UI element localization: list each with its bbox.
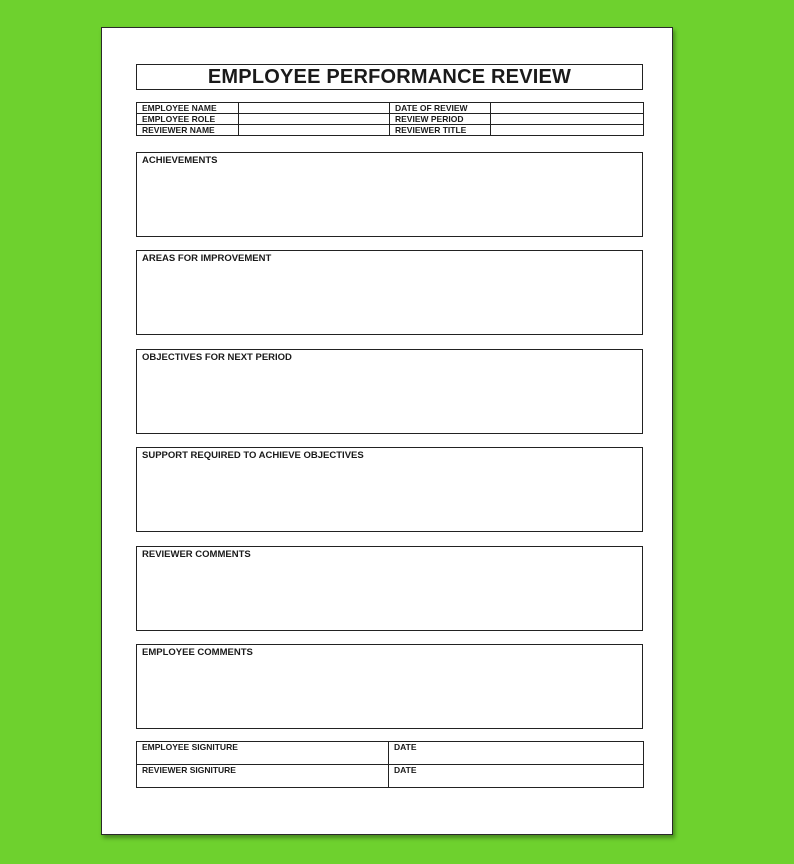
employee-signature-date-field[interactable] — [389, 742, 644, 765]
objectives-box[interactable] — [136, 349, 643, 434]
reviewer-title-label: REVIEWER TITLE — [390, 125, 491, 136]
reviewer-signature-field[interactable] — [137, 765, 389, 788]
table-row — [137, 765, 644, 788]
achievements-box[interactable] — [136, 152, 643, 237]
employee-comments-label: EMPLOYEE COMMENTS — [142, 647, 253, 658]
form-page — [101, 27, 673, 835]
support-required-box[interactable] — [136, 447, 643, 532]
employee-name-field[interactable] — [239, 103, 390, 114]
employee-role-field[interactable] — [239, 114, 390, 125]
employee-signature-label: EMPLOYEE SIGNITURE — [142, 742, 238, 752]
date-label: DATE — [394, 742, 417, 752]
areas-for-improvement-label: AREAS FOR IMPROVEMENT — [142, 253, 272, 264]
employee-name-label: EMPLOYEE NAME — [137, 103, 239, 114]
reviewer-name-field[interactable] — [239, 125, 390, 136]
reviewer-comments-label: REVIEWER COMMENTS — [142, 549, 251, 560]
reviewer-signature-label: REVIEWER SIGNITURE — [142, 765, 236, 775]
review-period-field[interactable] — [491, 114, 644, 125]
date-of-review-label: DATE OF REVIEW — [390, 103, 491, 114]
table-row — [137, 114, 644, 125]
support-required-label: SUPPORT REQUIRED TO ACHIEVE OBJECTIVES — [142, 450, 364, 461]
employee-comments-box[interactable] — [136, 644, 643, 729]
reviewer-comments-box[interactable] — [136, 546, 643, 631]
areas-for-improvement-box[interactable] — [136, 250, 643, 335]
table-row — [137, 125, 644, 136]
date-label: DATE — [394, 765, 417, 775]
table-row — [137, 742, 644, 765]
reviewer-signature-date-field[interactable] — [389, 765, 644, 788]
objectives-label: OBJECTIVES FOR NEXT PERIOD — [142, 352, 292, 363]
employee-info-table — [136, 102, 644, 136]
form-title: EMPLOYEE PERFORMANCE REVIEW — [136, 64, 643, 90]
table-row — [137, 103, 644, 114]
employee-role-label: EMPLOYEE ROLE — [137, 114, 239, 125]
signature-table — [136, 741, 644, 788]
reviewer-title-field[interactable] — [491, 125, 644, 136]
review-period-label: REVIEW PERIOD — [390, 114, 491, 125]
employee-signature-field[interactable] — [137, 742, 389, 765]
date-of-review-field[interactable] — [491, 103, 644, 114]
achievements-label: ACHIEVEMENTS — [142, 155, 218, 166]
reviewer-name-label: REVIEWER NAME — [137, 125, 239, 136]
